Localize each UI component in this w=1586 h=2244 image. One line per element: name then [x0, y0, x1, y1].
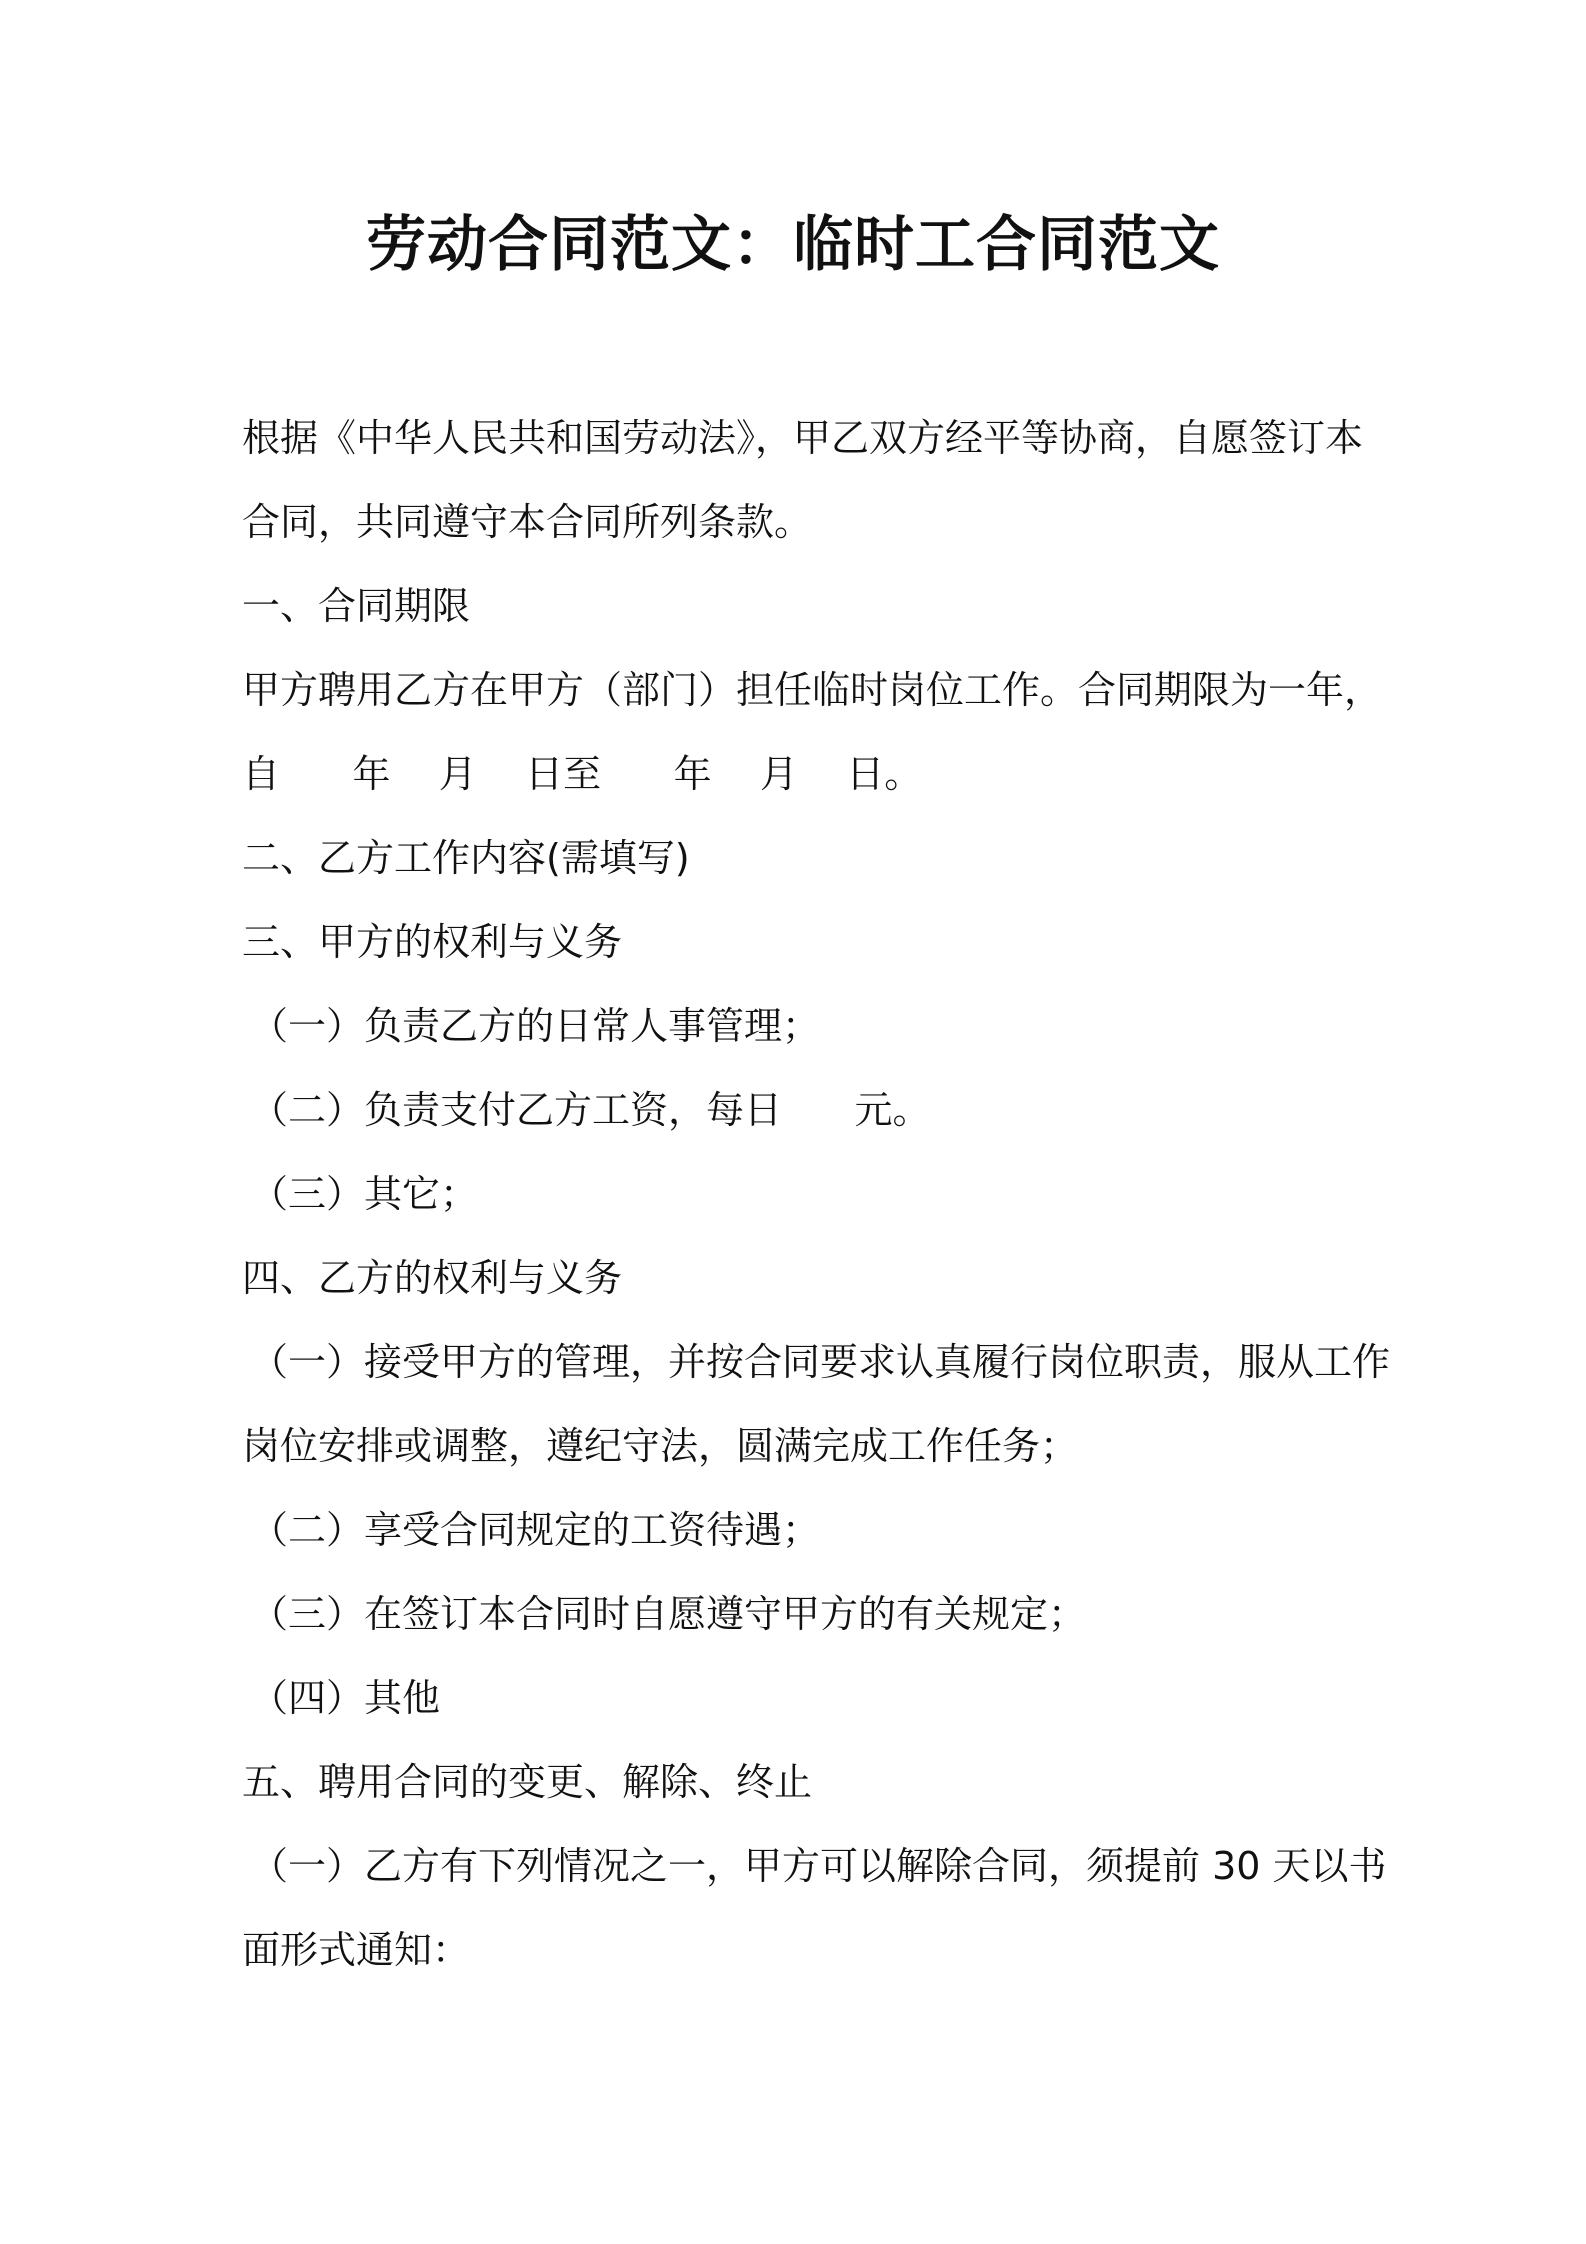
- section-heading-4: 四、乙方的权利与义务: [242, 1256, 623, 1300]
- clause-4-4: （四）其他: [250, 1676, 441, 1720]
- paragraph-intro-line-2: 合同，共同遵守本合同所列条款。: [242, 500, 813, 544]
- document-body: [242, 396, 1391, 1992]
- clause-4-2: （二）享受合同规定的工资待遇；: [250, 1508, 821, 1552]
- clause-3-3: （三）其它；: [250, 1172, 479, 1216]
- section-heading-1: 一、合同期限: [242, 584, 471, 628]
- section-heading-2: 二、乙方工作内容(需填写): [242, 836, 690, 880]
- paragraph-intro-line-1: 根据《中华人民共和国劳动法》，甲乙双方经平等协商，自愿签订本: [242, 416, 1364, 460]
- section-heading-3: 三、甲方的权利与义务: [242, 920, 623, 964]
- clause-4-3: （三）在签订本合同时自愿遵守甲方的有关规定；: [250, 1592, 1087, 1636]
- paragraph-term-line-1: 甲方聘用乙方在甲方（部门）担任临时岗位工作。合同期限为一年，: [242, 668, 1383, 712]
- clause-5-1-line-1: （一）乙方有下列情况之一，甲方可以解除合同，须提前 30 天以书: [250, 1844, 1387, 1888]
- clause-3-2: （二）负责支付乙方工资，每日 元。: [250, 1088, 931, 1132]
- document-title: 劳动合同范文：临时工合同范文: [366, 210, 1220, 280]
- paragraph-term-dates: 自 年 月 日至 年 月 日。: [242, 752, 923, 796]
- clause-3-1: （一）负责乙方的日常人事管理；: [250, 1004, 821, 1048]
- clause-4-1-line-1: （一）接受甲方的管理，并按合同要求认真履行岗位职责，服从工作: [250, 1340, 1391, 1384]
- section-heading-5: 五、聘用合同的变更、解除、终止: [242, 1760, 813, 1804]
- clause-4-1-line-2: 岗位安排或调整，遵纪守法，圆满完成工作任务；: [242, 1424, 1079, 1468]
- clause-5-1-line-2: 面形式通知：: [242, 1928, 471, 1972]
